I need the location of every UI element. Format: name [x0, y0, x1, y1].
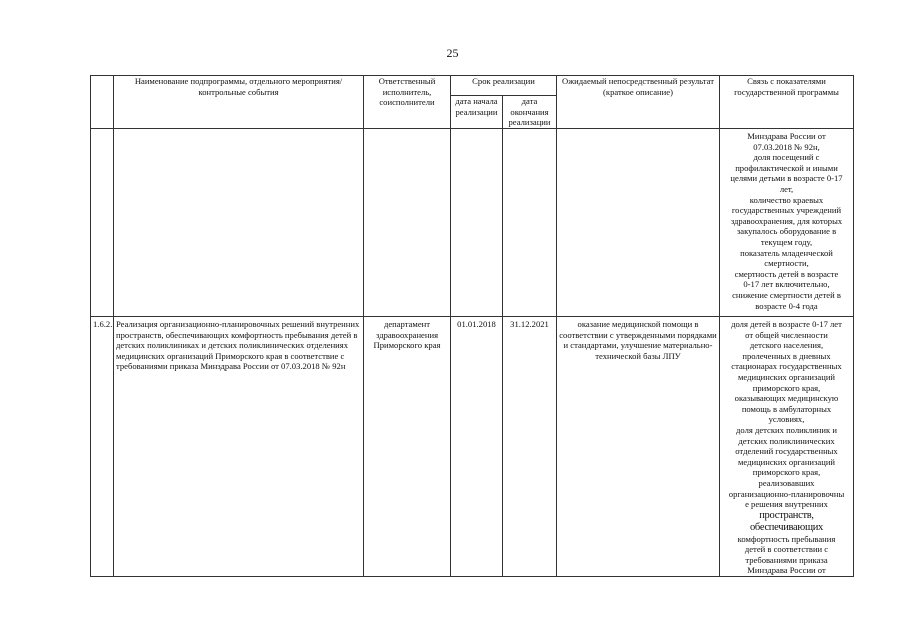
link-line: 0-17 лет включительно, [743, 279, 830, 290]
link-line: комфортность пребывания [737, 533, 836, 544]
row1-result-cell [557, 129, 720, 317]
header-link: Связь с показателями государственной программы [720, 76, 854, 129]
link-line: приморского края, [752, 382, 821, 393]
link-line: медицинских организаций [737, 371, 836, 382]
link-line: доля детей в возрасте 0-17 лет [731, 319, 842, 329]
header-start: дата начала реализации [451, 96, 503, 129]
link-line: Минздрава России от [747, 565, 826, 576]
row1-end-cell [503, 129, 557, 317]
link-line: оказывающих медицинскую [734, 393, 839, 404]
row1-responsible-cell [364, 129, 451, 317]
table-row [91, 129, 854, 317]
link-line: детей в соответствии с [744, 544, 829, 555]
link-line: помощь в амбулаторных [741, 403, 832, 414]
row2-start-date: 01.01.2018 [451, 317, 503, 577]
link-line: лет, [779, 183, 794, 194]
link-line: е решения внутренних [745, 499, 828, 510]
link-line: отделений государственных [735, 446, 838, 457]
row1-start-cell [451, 129, 503, 317]
header-end: дата окончания реализации [503, 96, 557, 129]
header-term: Срок реализации [451, 76, 557, 96]
row2-result: оказание медицинской помощи в соответствии с утвержденными порядками и стандартами, улучшение материально-технической базы ЛПУ [557, 317, 720, 577]
link-line: реализовавших [758, 477, 815, 488]
header-responsible: Ответственный исполнитель, соисполнители [364, 76, 451, 129]
page-number: 25 [446, 46, 459, 60]
link-line: доля посещений с [753, 152, 820, 163]
link-line: от общей численности [745, 329, 828, 340]
row2-name: Реализация организационно-планировочных решений внутренних пространств, обеспечивающих комфортность пребывания детей в детских поликлиниках и детских поликлинических отделениях медицинских организаций Приморского края в соответствие с требованиями приказа Минздрава России от 07.03.2018 № 92н [114, 317, 364, 577]
link-line: условиях, [768, 414, 805, 425]
header-row-1 [91, 76, 854, 96]
link-line: пространств, обеспечивающих [749, 509, 824, 533]
program-table [90, 75, 854, 577]
header-number-cell [91, 76, 114, 129]
row1-name-cell [114, 129, 364, 317]
row2-end-date: 31.12.2021 [503, 317, 557, 577]
link-line: приморского края, [752, 467, 821, 478]
link-line: снижение смертности детей в [732, 289, 841, 300]
link-line: количество краевых [749, 194, 824, 205]
link-line: 07.03.2018 № 92н, [753, 141, 820, 152]
link-line: стационарах государственных [731, 361, 842, 372]
link-line: детских поликлинических [738, 435, 835, 446]
link-line: организационно-планировочны [728, 488, 845, 499]
link-line: доля детских поликлиник и [736, 424, 837, 435]
link-line: смертности, [764, 258, 809, 269]
link-line: целями детьми в возрасте 0-17 [730, 173, 843, 184]
link-line: государственных учреждений [731, 205, 842, 216]
link-line: смертность детей в возрасте [734, 268, 839, 279]
header-result: Ожидаемый непосредственный результат (краткое описание) [557, 76, 720, 129]
link-line: медицинских организаций [737, 456, 836, 467]
row1-link-cell [720, 129, 854, 317]
link-line: профилактической и иными [735, 162, 838, 173]
row1-number-cell [91, 129, 114, 317]
row2-responsible: департамент здравоохранения Приморского края [364, 317, 451, 577]
link-line: текущем году, [760, 236, 813, 247]
link-line: здравоохранения, для которых [730, 215, 843, 226]
row2-link-cell [720, 317, 854, 577]
table-row [91, 317, 854, 577]
link-line: требованиями приказа [745, 554, 828, 565]
link-line: Минздрава России от [747, 131, 826, 141]
link-line: показатель младенческой [740, 247, 833, 258]
link-line: пролеченных в дневных [742, 350, 831, 361]
row2-number: 1.6.2. [91, 317, 114, 577]
link-line: возрасте 0-4 года [755, 300, 818, 311]
link-line: детского населения, [749, 340, 824, 351]
header-name: Наименование подпрограммы, отдельного мероприятия/контрольные события [114, 76, 364, 129]
link-line: закупалось оборудование в [736, 226, 837, 237]
